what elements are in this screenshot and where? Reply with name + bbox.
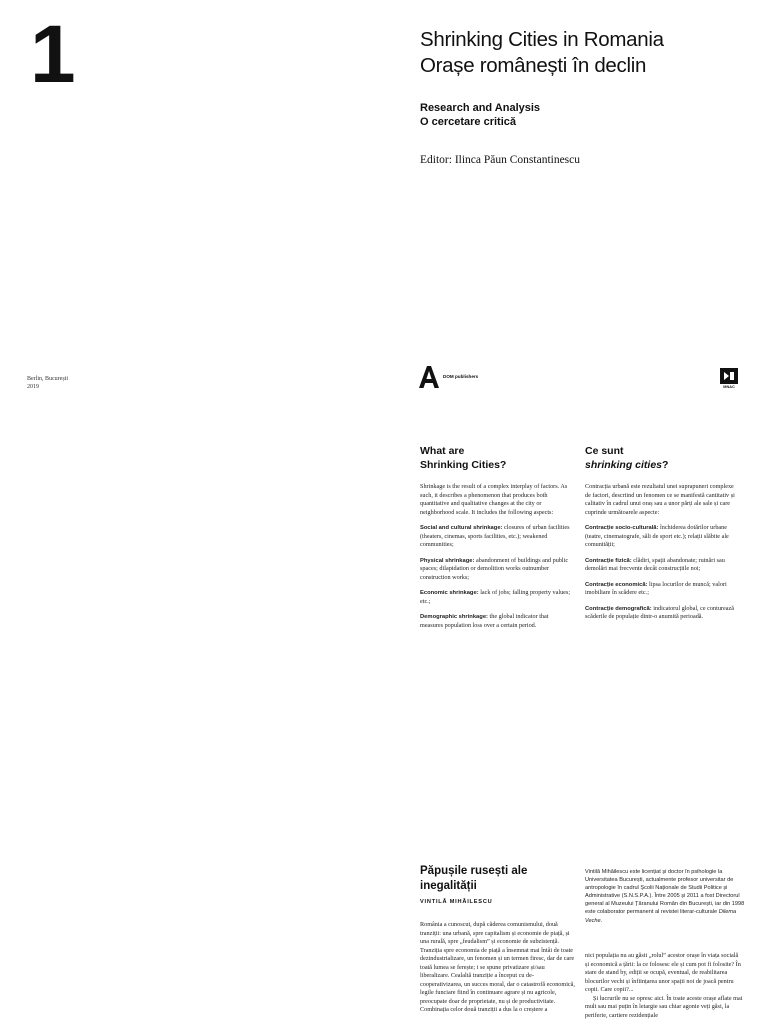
heading-line: What are [420,445,465,457]
aspect-label: Physical shrinkage: [420,557,475,564]
mnac-logo [720,368,738,390]
intro-paragraph: Shrinkage is the result of a complex interplay of factors. As such, it describes a phenomenon that produces both quantitative and qualitative changes at the city or neighborhood scale. It includes the following aspects: [420,483,568,516]
aspect-text: abandonment of buildings and public spaces; dilapidation or demolition works outnumber construction works; [420,556,569,581]
heading-line: Shrinking Cities? [420,459,507,471]
article-paragraph: Și lucrurile nu se opresc aici. În toate aceste orașe aflate mai mult sau mai puțin în letargie sau chiar agonie veți găsi, la periferie, cartiere rezidențiale [585,994,743,1019]
mnac-mark-icon [720,368,738,384]
aspect-item [585,605,740,622]
heading-punct: ? [662,459,669,471]
aspect-item [585,524,740,550]
aspect-text: lipsa locurilor de muncă; valori imobiliare în scădere etc.; [585,580,727,596]
bio-journal: Dilema Veche [585,909,737,924]
aspect-label: Social and cultural shrinkage: [420,525,503,531]
article-body-left: România a cunoscut, după căderea comunismului, două tranziții: una urbană, spre capitalism și economie de piață, și una rurală, spre „feudalism” și economie de subzistență. Tranziția spre economia de piață a însemnat mai întâi de toate dezindustrializare, un fenomen și un termen firesc, dar de care toată lumea se ferește; i se spune privatizare și/sau liberalizare. Cealaltă tranziție a început cu de-cooperativizarea, un succes moral, dar o catastrofă economică, legile funciare fiind în continuare agrare și nu agricole, preocupate doar de proprietate, nu și de productivitate. Combinația celor două tranziții a dus la o creștere a [420,921,575,1013]
aspect-label: Contracție fizică: [585,557,632,564]
aspect-text: închiderea dotărilor urbane (teatre, cinematografe, săli de sport etc.); relații slăbite ale comunității; [585,524,729,548]
aspect-text: lack of jobs; falling property values; etc.; [420,589,571,605]
aspect-label: Demographic shrinkage: [420,614,488,620]
aspect-item [420,613,572,630]
dom-publishers-label: DOM publishers [443,374,479,379]
aspect-label: Economic shrinkage: [420,590,479,596]
article-body-right [585,952,743,1020]
publication-place: Berlin, București [27,376,68,382]
aspect-label: Contracție socio-culturală: [585,525,659,531]
volume-number: 1 [30,9,73,100]
publication-year: 2019 [27,383,39,390]
dom-a-icon [419,366,439,388]
heading-line [585,458,745,472]
bio-end: . [600,917,603,924]
article-title: Păpușile rusești ale inegalității [420,865,528,892]
aspect-label: Contracție economică: [585,581,648,588]
section-heading-english [420,444,580,472]
dom-publishers-logo [419,366,479,390]
section-heading-romanian [585,444,745,472]
publication-place-year [27,376,68,391]
aspect-text: clădiri, spații abandonate; ruinări sau demolări mai frecvente decât construcțiile noi; [585,556,725,572]
section-body-romanian [585,483,740,629]
aspect-label: Contracție demografică: [585,605,652,612]
title-english: Shrinking Cities in Romania [420,28,664,51]
editor-credit: Editor: Ilinca Păun Constantinescu [420,154,581,166]
bio-text: Vintilă Mihăilescu este licențiat și doctor în psihologie la Universitatea București, actualmente profesor universitar de antropologie în cadrul Școlii Naționale de Studii Politice și Administrative (S.N.S.P.A.). Între 2005 și 2011 a fost Directorul general al Muzeului Țăranului Român din București, iar din 1998 este colaborator permanent al revistei literar-culturale [585,869,745,916]
heading-line: Ce sunt [585,445,624,457]
subtitle-english: Research and Analysis [420,102,541,114]
aspect-text: closures of urban facilities (theaters, cinemas, sports facilities, etc.); weakened communities; [420,524,570,548]
aspect-item [420,524,572,550]
aspect-item [420,557,572,583]
aspect-item [585,581,740,598]
aspect-text: indicatorul global, ce conturează scăderile de populație dintr-o anumită perioadă. [585,604,734,620]
article-author: VINTILĂ MIHĂILESCU [420,899,493,905]
author-bio [585,868,745,925]
intro-paragraph: Contracția urbană este rezultatul unei suprapuneri complexe de factori, descriind un fenomen ce se manifestă cantitativ și calitativ în cadrul unui oraș sau a unor părți ale sale și care cuprinde următoarele aspecte: [585,483,735,516]
aspect-item [585,557,740,574]
title-romanian: Orașe românești în declin [420,54,647,77]
heading-italic: shrinking cities [585,459,663,471]
aspect-item [420,589,572,606]
article-paragraph: nici populația nu au găsit „rolul” acestor orașe în viața socială și economică a țării: la ce folosesc ele și cum pot fi folosite? În stare de stand by, ediții se ocupă, eventual, de reabilitarea blocurilor vechi și înființarea unor spații noi de joacă pentru copii. Care copii?... [585,952,741,993]
section-body-english [420,483,572,637]
subtitle-romanian: O cercetare critică [420,116,517,128]
aspect-text: the global indicator that measures population loss over a certain period. [420,613,549,629]
mnac-label: MNAC [723,385,735,389]
